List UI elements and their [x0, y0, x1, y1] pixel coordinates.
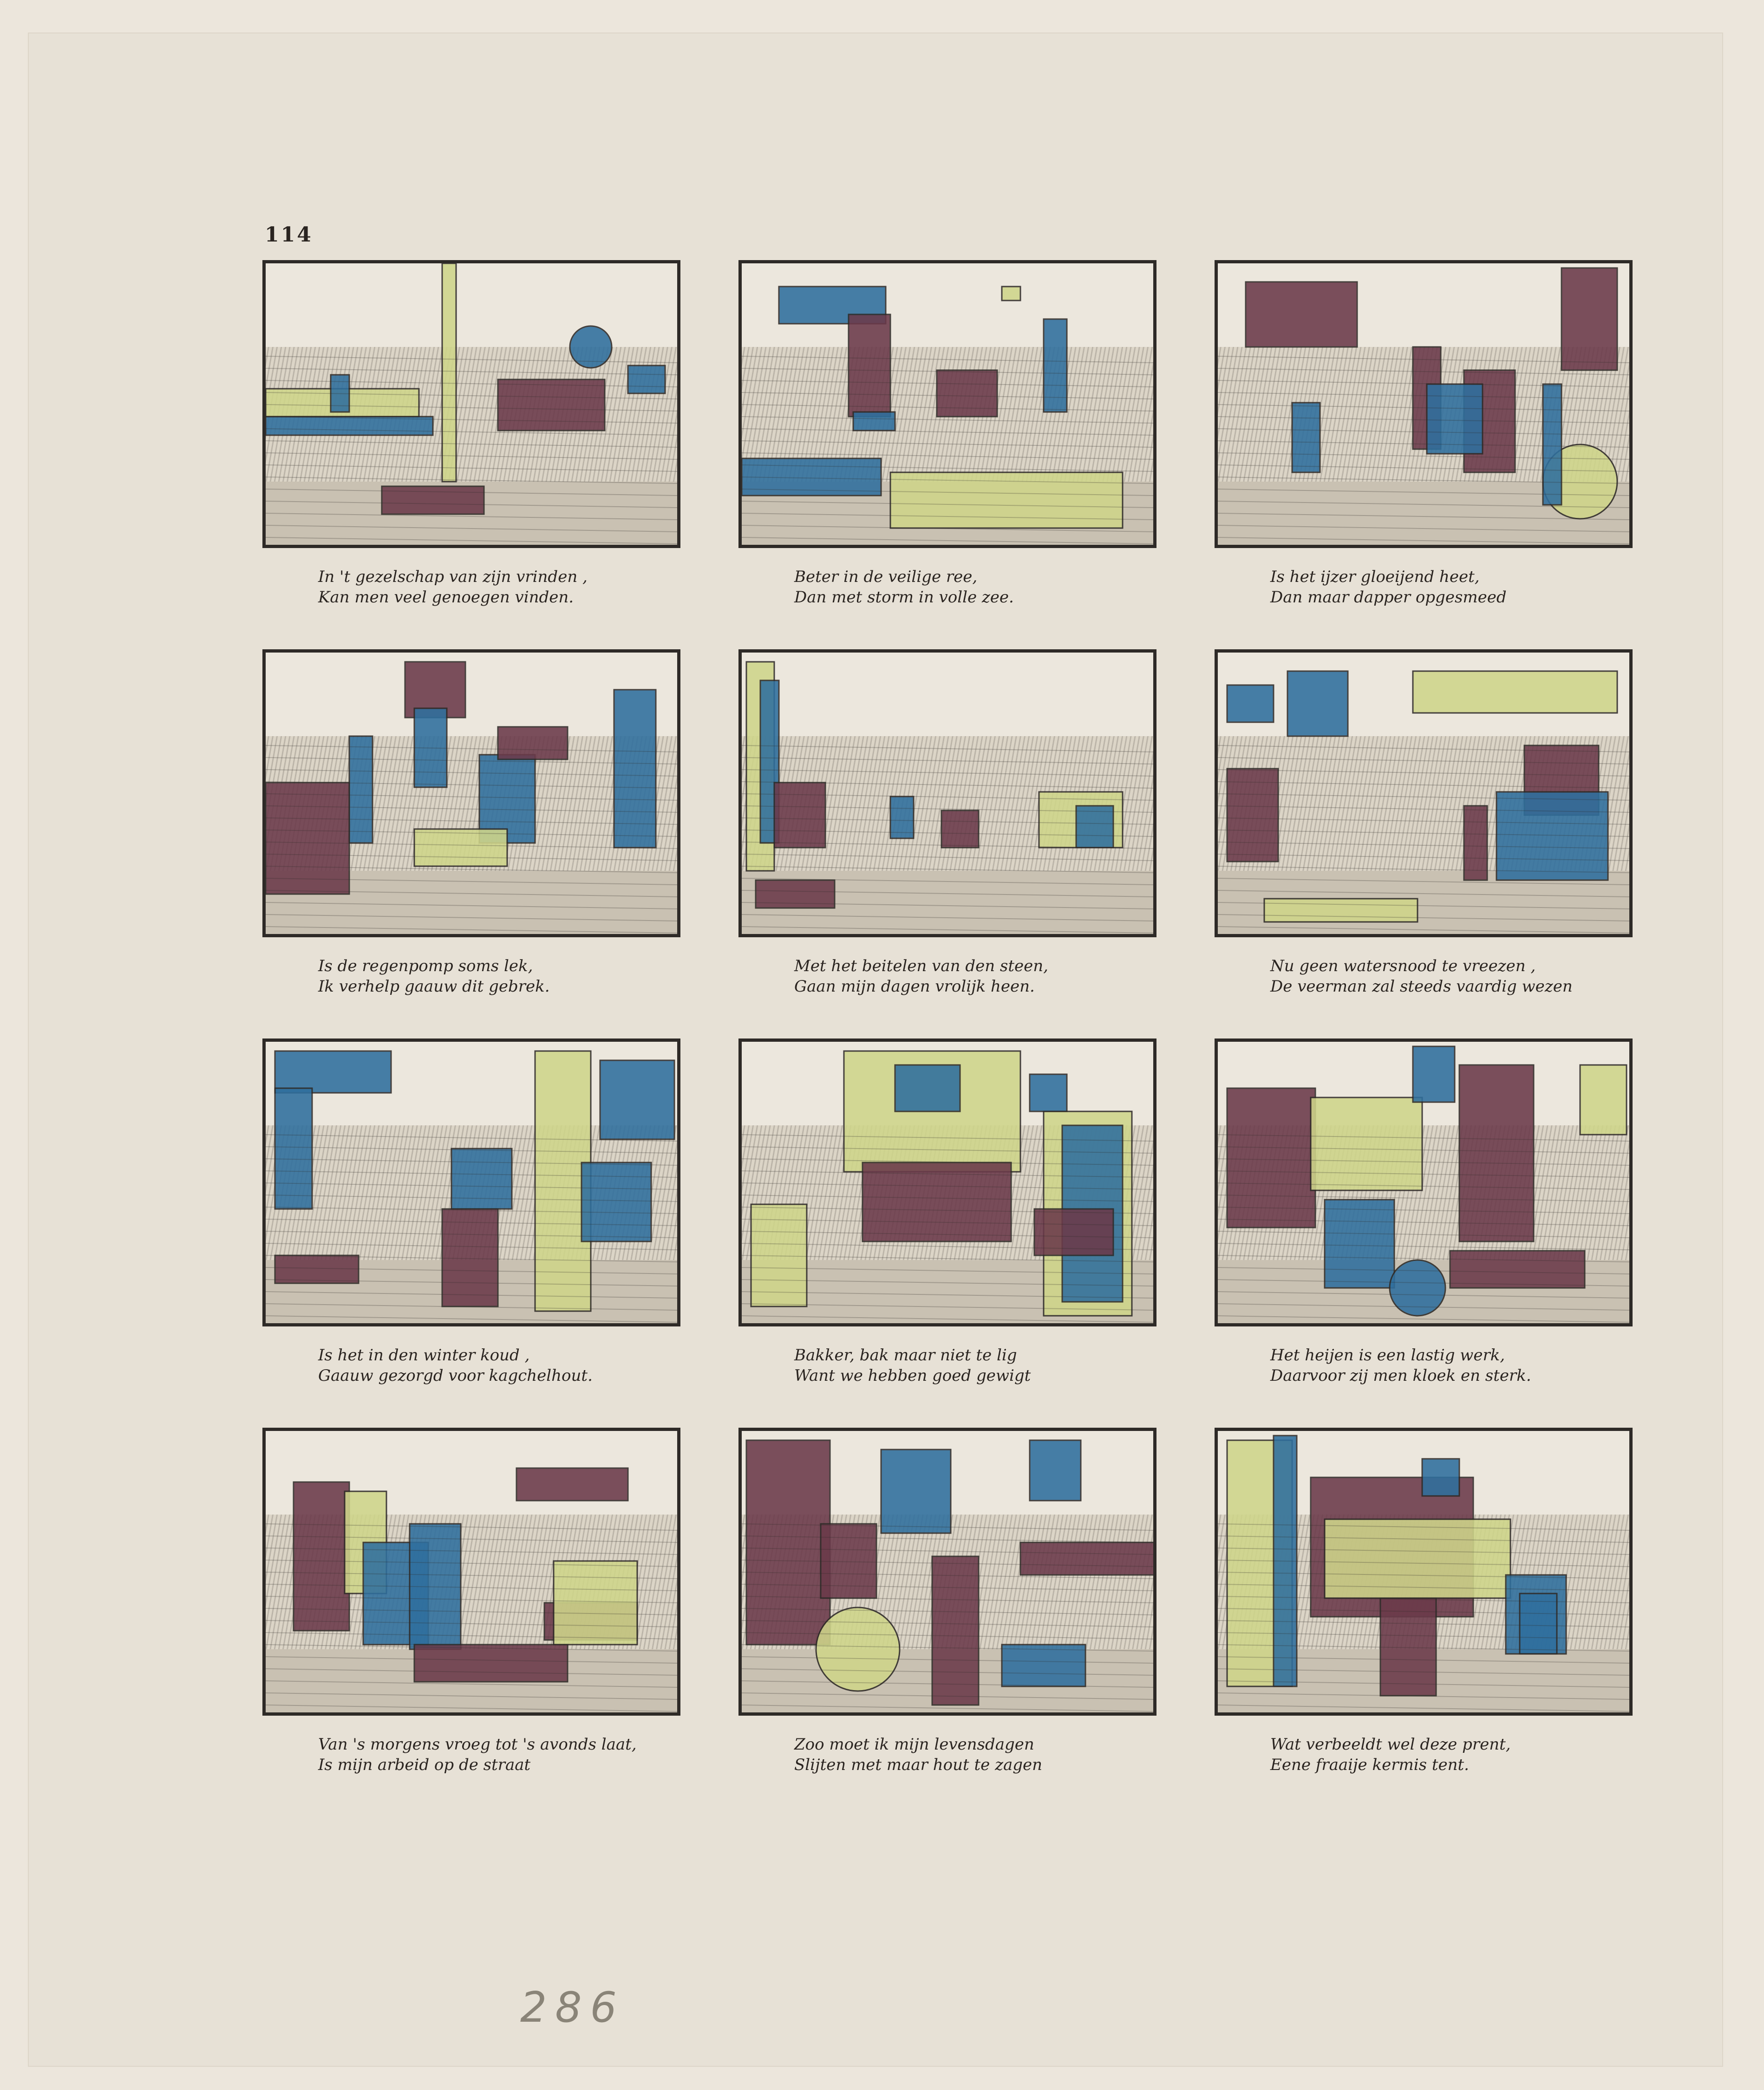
caption-line: Beter in de veilige ree,	[794, 568, 978, 586]
caption-line: Want we hebben goed gewigt	[794, 1366, 1031, 1385]
caption-line: Van 's morgens vroeg tot 's avonds laat,	[318, 1735, 637, 1754]
caption-line: Gaan mijn dagen vrolijk heen.	[794, 977, 1035, 996]
hatch-line	[1218, 1231, 1629, 1238]
woodcut-scene	[742, 653, 1153, 934]
caption	[1270, 567, 1623, 607]
color-patch	[932, 1556, 979, 1705]
color-patch	[881, 1450, 951, 1533]
woodcut-scene	[1218, 1431, 1629, 1712]
woodcut-scene	[266, 263, 677, 545]
print-cell	[262, 649, 685, 1030]
woodcut-scene	[742, 1431, 1153, 1712]
color-patch	[1450, 1251, 1585, 1288]
color-patch	[853, 412, 895, 431]
hatch-line	[742, 429, 1153, 435]
woodcut-image	[738, 649, 1156, 937]
color-patch	[516, 1468, 628, 1501]
color-patch	[1464, 806, 1487, 880]
color-patch	[266, 417, 433, 435]
sky-band	[266, 263, 677, 347]
color-patch	[1292, 403, 1320, 472]
color-patch	[294, 1482, 349, 1631]
color-patch	[1264, 899, 1418, 922]
color-patch	[1561, 268, 1617, 370]
caption-line: Daarvoor zij men kloek en sterk.	[1270, 1366, 1531, 1385]
caption-line: Dan met storm in volle zee.	[794, 588, 1014, 607]
caption-line: Zoo moet ik mijn levensdagen	[794, 1735, 1034, 1754]
woodcut-scene	[266, 1431, 677, 1712]
woodcut-image	[262, 260, 680, 548]
woodcut-grid	[262, 260, 1637, 1825]
hatch-line	[1218, 1243, 1629, 1250]
caption-line: Is het ijzer gloeijend heet,	[1270, 568, 1480, 586]
color-patch	[1543, 384, 1561, 505]
woodcut-image	[1215, 260, 1633, 548]
caption-line: In 't gezelschap van zijn vrinden ,	[318, 568, 588, 586]
print-cell	[738, 1428, 1161, 1809]
color-patch	[442, 263, 456, 482]
caption	[794, 1734, 1147, 1775]
woodcut-scene	[1218, 1042, 1629, 1323]
caption-line: Bakker, bak maar niet te lig	[794, 1346, 1017, 1365]
print-cell	[738, 260, 1161, 641]
hatch-line	[266, 368, 677, 375]
sky-band	[742, 653, 1153, 736]
color-patch	[414, 1645, 568, 1682]
color-patch	[1580, 1065, 1627, 1135]
caption	[1270, 1734, 1623, 1775]
print-cell	[738, 649, 1161, 1030]
color-patch	[600, 1060, 674, 1139]
hatch-line	[742, 758, 1153, 764]
print-sheet	[28, 33, 1723, 2067]
color-patch	[275, 1088, 312, 1209]
color-patch	[275, 1255, 359, 1283]
caption-line: Met het beitelen van den steen,	[794, 957, 1048, 975]
woodcut-image	[738, 1428, 1156, 1716]
hatch-line	[742, 356, 1153, 363]
hatch-line	[742, 854, 1153, 861]
caption-line: Is de regenpomp soms lek,	[318, 957, 533, 975]
color-patch	[1520, 1594, 1557, 1654]
color-patch	[442, 1209, 498, 1306]
color-patch	[498, 727, 568, 759]
woodcut-scene	[742, 263, 1153, 545]
color-patch	[1246, 282, 1357, 347]
woodcut-image	[262, 1428, 680, 1716]
hatch-line	[266, 453, 677, 459]
woodcut-image	[262, 649, 680, 937]
color-patch	[1002, 1645, 1085, 1686]
color-patch	[1076, 806, 1113, 848]
caption	[794, 956, 1147, 997]
color-patch	[1020, 1542, 1153, 1575]
print-cell	[262, 1038, 685, 1419]
color-patch	[890, 472, 1123, 528]
caption-line: Kan men veel genoegen vinden.	[318, 588, 574, 607]
color-patch	[382, 486, 484, 514]
color-patch	[746, 1440, 830, 1645]
color-patch	[895, 1065, 960, 1111]
color-patch	[414, 829, 507, 866]
print-cell	[1215, 649, 1637, 1030]
caption-line: Eene fraaije kermis tent.	[1270, 1756, 1469, 1774]
color-patch	[275, 1051, 391, 1093]
caption	[318, 1734, 671, 1775]
caption-line: Gaauw gezorgd voor kagchelhout.	[318, 1366, 593, 1385]
woodcut-image	[1215, 1428, 1633, 1716]
hatch-line	[266, 465, 677, 471]
sheet-number: 114	[265, 223, 313, 247]
color-patch	[1427, 384, 1483, 454]
color-patch	[1030, 1074, 1067, 1111]
color-patch	[1287, 671, 1348, 736]
print-cell	[262, 260, 685, 641]
caption-line: Dan maar dapper opgesmeed	[1270, 588, 1507, 607]
color-patch	[554, 1561, 637, 1645]
caption	[318, 567, 671, 607]
color-patch	[498, 379, 605, 431]
caption	[1270, 1345, 1623, 1386]
color-patch	[849, 314, 890, 417]
color-patch	[349, 736, 372, 843]
color-patch	[941, 810, 979, 848]
color-patch	[1227, 1088, 1315, 1228]
caption	[794, 567, 1147, 607]
color-patch	[937, 370, 997, 417]
woodcut-image	[262, 1038, 680, 1326]
color-patch	[1311, 1097, 1422, 1190]
caption-line: Is mijn arbeid op de straat	[318, 1756, 531, 1774]
color-patch	[1422, 1459, 1459, 1496]
woodcut-scene	[1218, 653, 1629, 934]
color-patch	[816, 1607, 900, 1691]
woodcut-scene	[266, 653, 677, 934]
caption-line: Wat verbeeldt wel deze prent,	[1270, 1735, 1511, 1754]
woodcut-scene	[266, 1042, 677, 1323]
color-patch	[1227, 685, 1274, 722]
caption-line: Het heijen is een lastig werk,	[1270, 1346, 1505, 1365]
caption-line: De veerman zal steeds vaardig wezen	[1270, 977, 1573, 996]
color-patch	[266, 783, 349, 894]
hatch-line	[742, 745, 1153, 752]
woodcut-image	[1215, 1038, 1633, 1326]
caption-line: Ik verhelp gaauw dit gebrek.	[318, 977, 550, 996]
color-patch	[1044, 319, 1067, 412]
caption-line: Nu geen watersnood te vreezen ,	[1270, 957, 1536, 975]
woodcut-scene	[742, 1042, 1153, 1323]
caption-line: Is het in den winter koud ,	[318, 1346, 530, 1365]
color-patch	[774, 783, 825, 848]
color-patch	[581, 1163, 651, 1241]
color-patch	[451, 1149, 512, 1209]
caption-line: Slijten met maar hout te zagen	[794, 1756, 1043, 1774]
hatch-line	[742, 441, 1153, 447]
woodcut-scene	[1218, 263, 1629, 545]
color-patch	[1413, 1046, 1455, 1102]
caption	[794, 1345, 1147, 1386]
print-cell	[1215, 1038, 1637, 1419]
color-patch	[1413, 671, 1617, 713]
print-cell	[1215, 1428, 1637, 1809]
hatch-line	[266, 380, 677, 387]
caption	[318, 956, 671, 997]
hatch-line	[266, 441, 677, 447]
print-cell	[738, 1038, 1161, 1419]
hatch-line	[266, 356, 677, 363]
print-cell	[1215, 260, 1637, 641]
pencil-inventory-number: 286	[520, 1983, 625, 2032]
woodcut-image	[738, 1038, 1156, 1326]
color-patch	[1325, 1200, 1394, 1288]
color-patch	[628, 366, 665, 393]
woodcut-image	[1215, 649, 1633, 937]
color-patch	[1459, 1065, 1534, 1241]
hatch-line	[742, 417, 1153, 423]
caption	[318, 1345, 671, 1386]
print-cell	[262, 1428, 685, 1809]
color-patch	[1002, 287, 1020, 300]
hatch-line	[742, 770, 1153, 776]
woodcut-image	[738, 260, 1156, 548]
caption	[1270, 956, 1623, 997]
color-patch	[1030, 1440, 1081, 1501]
